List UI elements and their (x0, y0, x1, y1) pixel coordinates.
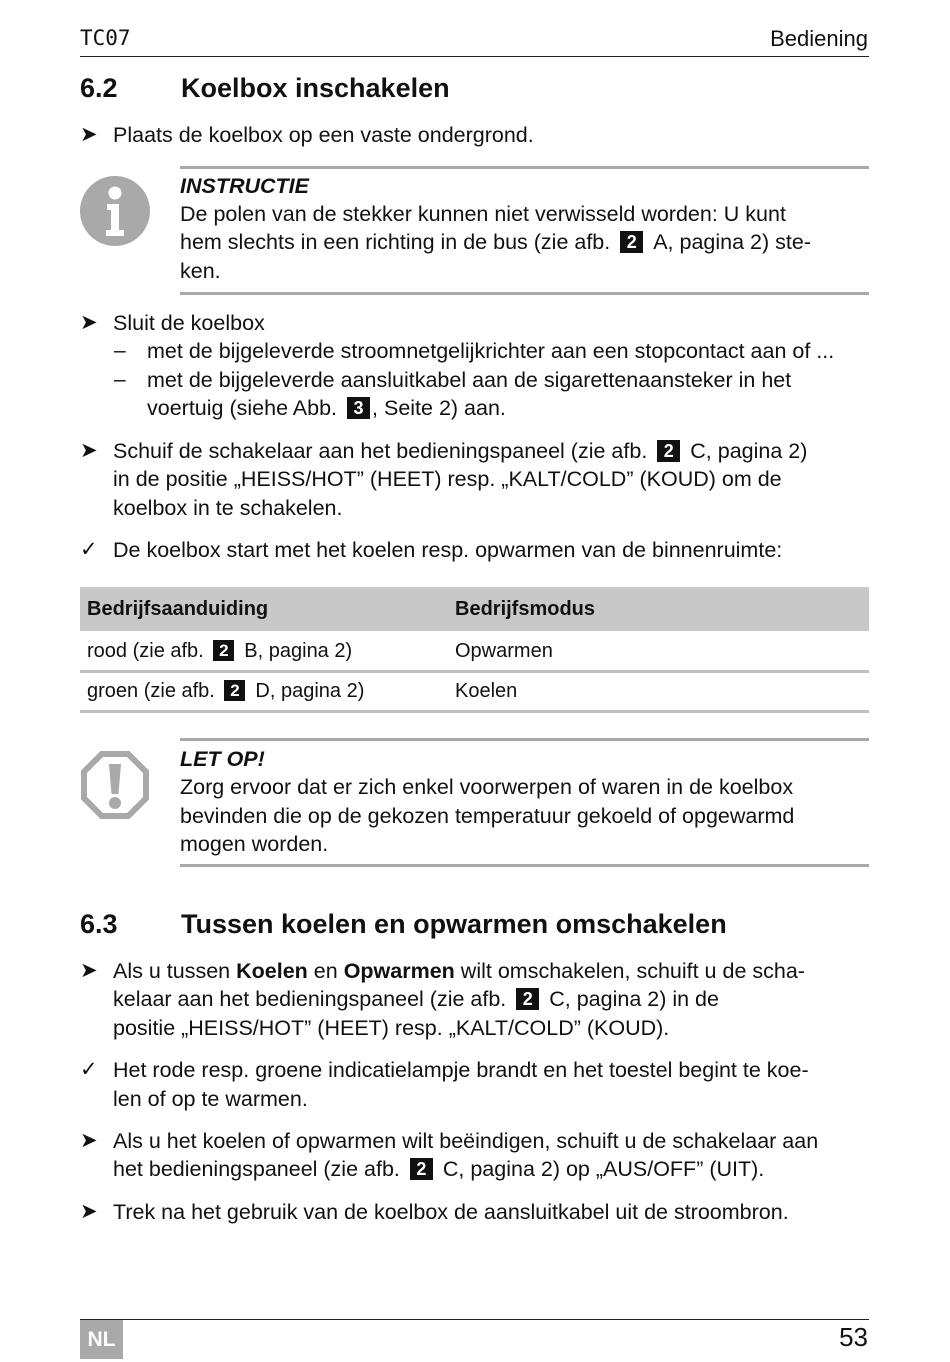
sub-step-text (147, 394, 506, 423)
section-title: Tussen koelen en opwarmen omschakelen (181, 909, 727, 939)
note-bottom-rule (180, 292, 869, 295)
arrow-icon: ➤ (80, 1200, 98, 1223)
step-text: het bedieningspaneel (zie afb. 2 C, pagina 2) op „AUS/OFF” (UIT). (113, 1157, 765, 1181)
section-number: 6.2 (80, 73, 118, 103)
table-cell: Opwarmen (455, 640, 553, 662)
step-text: positie „HEISS/HOT” (HEET) resp. „KALT/COLD” (KOUD). (113, 1016, 670, 1040)
step-text: Plaats de koelbox op een vaste ondergrond. (113, 123, 534, 147)
check-icon: ✓ (80, 538, 98, 561)
arrow-icon: ➤ (80, 1129, 98, 1152)
sub-step-text: met de bijgeleverde aansluitkabel aan de sigarettenaansteker in het (147, 368, 792, 392)
step-text: Als u tussen Koelen en Opwarmen wilt omschakelen, schuift u de scha- (113, 959, 805, 983)
step-text: kelaar aan het bedieningspaneel (zie afb. 2 C, pagina 2) in de (113, 987, 719, 1011)
arrow-icon: ➤ (80, 311, 98, 334)
figure-badge: 2 (410, 1158, 433, 1180)
note-text: hem slechts in een richting in de bus (zie afb. (180, 230, 611, 254)
note-text: A, pagina 2) ste- (653, 230, 811, 254)
header-divider (80, 56, 869, 57)
step-text (113, 437, 807, 466)
note-title: INSTRUCTIE (180, 174, 309, 198)
warning-top-rule (180, 738, 869, 741)
result-text: len of op te warmen. (113, 1087, 308, 1111)
arrow-icon: ➤ (80, 439, 98, 462)
step-text: Sluit de koelbox (113, 311, 265, 335)
result-text: De koelbox start met het koelen resp. opwarmen van de binnenruimte: (113, 538, 783, 562)
sub-step-fragment: , Seite 2) aan. (372, 396, 506, 420)
figure-badge: 2 (657, 440, 680, 462)
footer-divider (80, 1319, 869, 1320)
language-tab: NL (80, 1320, 123, 1359)
table-cell: rood (zie afb. 2 B, pagina 2) (87, 640, 353, 662)
figure-badge: 2 (213, 640, 234, 661)
step-text: in de positie „HEISS/HOT” (HEET) resp. „KALT/COLD” (KOUD) om de (113, 467, 782, 491)
result-text: Het rode resp. groene indicatielampje brandt en het toestel begint te koe- (113, 1058, 809, 1082)
warning-line: Zorg ervoor dat er zich enkel voorwerpen of waren in de koelbox (180, 775, 794, 799)
check-icon: ✓ (80, 1058, 98, 1081)
table-cell: groen (zie afb. 2 D, pagina 2) (87, 680, 365, 702)
step-fragment: Schuif de schakelaar aan het bedieningspaneel (zie afb. (113, 439, 648, 463)
figure-badge: 2 (224, 680, 245, 701)
warning-line: bevinden die op de gekozen temperatuur gekoeld of opgewarmd (180, 804, 795, 828)
step-text: koelbox in te schakelen. (113, 496, 343, 520)
table-header-cell: Bedrijfsaanduiding (87, 598, 269, 620)
dash-marker: – (114, 339, 126, 362)
table-row-divider (80, 670, 869, 673)
figure-badge: 3 (347, 397, 370, 419)
warning-title: LET OP! (180, 747, 265, 771)
sub-step-fragment: voertuig (siehe Abb. (147, 396, 338, 420)
table-header-cell: Bedrijfsmodus (455, 598, 596, 620)
header-model: TC07 (80, 26, 131, 50)
step-text: Als u het koelen of opwarmen wilt beëindigen, schuift u de schakelaar aan (113, 1129, 819, 1153)
note-line: ken. (180, 259, 221, 283)
page-number: 53 (839, 1322, 868, 1352)
arrow-icon: ➤ (80, 959, 98, 982)
note-line (180, 228, 811, 257)
note-top-rule (180, 166, 869, 169)
section-number: 6.3 (80, 909, 118, 939)
header-section: Bediening (770, 26, 868, 51)
info-icon (80, 176, 150, 246)
dash-marker: – (114, 368, 126, 391)
section-title: Koelbox inschakelen (181, 73, 450, 103)
table-cell: Koelen (455, 680, 518, 702)
note-line: De polen van de stekker kunnen niet verwisseld worden: U kunt (180, 202, 786, 226)
step-text: Trek na het gebruik van de koelbox de aansluitkabel uit de stroombron. (113, 1200, 789, 1224)
sub-step-text: met de bijgeleverde stroomnetgelijkrichter aan een stopcontact aan of ... (147, 339, 835, 363)
arrow-icon: ➤ (80, 123, 98, 146)
warning-line: mogen worden. (180, 832, 329, 856)
warning-icon (80, 750, 150, 820)
step-fragment: C, pagina 2) (690, 439, 808, 463)
figure-badge: 2 (620, 231, 643, 253)
table-row-divider (80, 710, 869, 713)
warning-bottom-rule (180, 864, 869, 867)
figure-badge: 2 (516, 988, 539, 1010)
